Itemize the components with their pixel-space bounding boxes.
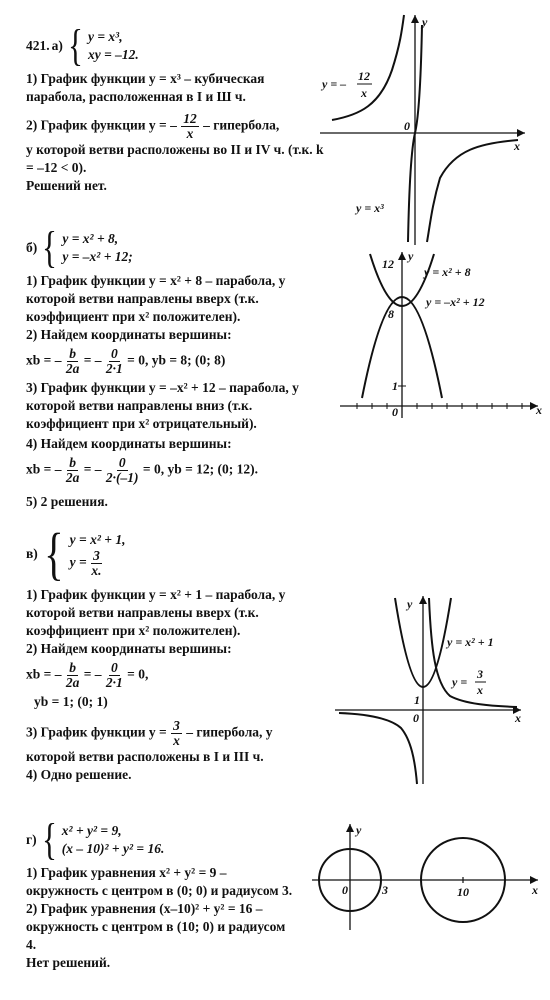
step-v3-cont: которой ветви расположены в I и III ч. — [26, 749, 264, 764]
step-g2: 2) График уравнения (x–10)² + y² = 16 – окружность с центром в (10; 0) и радиусом 4. — [26, 901, 286, 952]
system-v — [26, 521, 326, 586]
hyperbola-den: x — [477, 683, 483, 697]
fraction: $\frac{b}{2a}$ — [65, 455, 80, 485]
step-a3: Решений нет. — [26, 178, 107, 193]
eq-v2: y = $\frac{3}{x.}$ — [69, 547, 102, 578]
fraction: $\frac{12}{x}$ — [183, 111, 197, 141]
eq-g2: (x – 10)² + y² = 16. — [61, 841, 165, 856]
x-axis-label: x — [515, 711, 521, 725]
part-v — [26, 521, 326, 784]
problem-number: 421. — [26, 38, 50, 53]
step-b4: 4) Найдем координаты вершины: — [26, 436, 232, 451]
fraction: $\frac{0}{2\cdot 1}$ — [105, 660, 123, 690]
y-arrow-icon — [419, 596, 427, 604]
step-b1: 1) График функции y = x² + 8 – парабола, у которой ветви направлены вверх (т.к. коэффициент при x² положителен). — [26, 273, 286, 324]
hyperbola-label: y = – — [322, 77, 347, 91]
x-axis-label: x — [536, 403, 542, 417]
hyperbola-num: 12 — [358, 69, 370, 83]
tick-10-label: 10 — [457, 885, 469, 899]
step-g1: 1) График уравнения x² + y² = 9 – окружность с центром в (0; 0) и радиусом 3. — [26, 865, 293, 898]
brace-icon: { — [42, 223, 58, 272]
fraction: $\frac{3}{x}$ — [173, 718, 180, 748]
y-axis-label: y — [422, 15, 428, 29]
parabola-label: y = x² + 1 — [447, 635, 494, 649]
vertex-b2: xb = – $\frac{b}{2a}$ = – $\frac{0}{2\cdot(-1)}$ = 0, yb = 12; (0; 12). — [26, 455, 259, 485]
brace-icon: { — [68, 21, 83, 70]
y-arrow-icon — [398, 252, 406, 260]
step-b3: 3) График функции y = –x² + 12 – парабола, у которой ветви направлены вниз (т.к. коэффициент при x² отрицательный). — [26, 380, 299, 431]
hyperbola-branch-iv — [427, 140, 518, 242]
step-b2: 2) Найдем координаты вершины: — [26, 327, 232, 342]
y-axis-label: y — [408, 249, 414, 263]
eq-a2: xy = –12. — [88, 47, 139, 62]
part-g — [26, 815, 296, 972]
step-b5: 5) 2 решения. — [26, 494, 108, 509]
fraction: $\frac{b}{2a}$ — [65, 660, 80, 690]
graph-parabolas — [340, 246, 545, 421]
step-v3: 3) График функции y = $\frac{3}{x}$ – гипербола, у — [26, 718, 273, 748]
tick-1-label: 1 — [414, 693, 420, 707]
fraction: $\frac{3}{x.}$ — [91, 547, 102, 578]
origin-label: 0 — [404, 119, 410, 133]
system-g — [26, 815, 296, 864]
tick-8: 8 — [388, 307, 394, 321]
y-axis-label: y — [356, 823, 362, 837]
y-arrow-icon — [346, 824, 354, 832]
origin-label: 0 — [413, 711, 419, 725]
tick-1-label: 1 — [392, 379, 398, 393]
tick-12: 12 — [382, 257, 394, 271]
hyperbola-branch-i — [429, 598, 517, 707]
step-v4: 4) Одно решение. — [26, 767, 132, 782]
hyperbola-den: x — [361, 86, 367, 100]
part-g-label: г) — [26, 832, 37, 847]
hyperbola-branch-ii — [332, 15, 404, 120]
parabola-up-label: y = x² + 8 — [424, 265, 471, 279]
step-a2-cont: у которой ветви расположены во II и IV ч. (т.к. k = –12 < 0). — [26, 142, 324, 175]
part-b-label: б) — [26, 240, 38, 255]
parabola-down-label: y = –x² + 12 — [426, 295, 485, 309]
step-a1: 1) График функции y = x³ – кубическая парабола, расположенная в I и Ш ч. — [26, 71, 265, 104]
graph-circles — [312, 822, 542, 932]
hyperbola-num: 3 — [477, 667, 483, 681]
part-a-label: а) — [51, 38, 63, 53]
part-a — [26, 21, 326, 195]
vertex-v: xb = – $\frac{b}{2a}$ = – $\frac{0}{2\cdot 1}$ = 0, — [26, 660, 149, 690]
hyperbola-label: y = — [452, 675, 468, 689]
x-arrow-icon — [517, 129, 525, 137]
step-a2: 2) График функции y = – $\frac{12}{x}$ – гипербола, — [26, 111, 280, 141]
brace-icon: { — [41, 815, 57, 864]
tick-3-label: 3 — [382, 883, 388, 897]
y-arrow-icon — [411, 15, 419, 23]
fraction: $\frac{0}{2\cdot 1}$ — [105, 346, 123, 376]
x-axis-label: x — [514, 139, 520, 153]
hyperbola-branch-iii — [339, 713, 417, 784]
cubic-label: y = x³ — [356, 201, 384, 215]
origin-label: 0 — [392, 405, 398, 419]
brace-icon: { — [43, 521, 64, 586]
vertex-v-y: yb = 1; (0; 1) — [34, 694, 108, 709]
fraction: $\frac{b}{2a}$ — [65, 346, 80, 376]
fraction: $\frac{0}{2\cdot(-1)}$ — [105, 455, 139, 485]
eq-b2: y = –x² + 12; — [62, 249, 133, 264]
eq-b1: y = x² + 8, — [62, 231, 119, 246]
vertex-b1: xb = – $\frac{b}{2a}$ = – $\frac{0}{2\cdot 1}$ = 0, yb = 8; (0; 8) — [26, 346, 226, 376]
y-axis-label: y — [407, 597, 413, 611]
system-a — [26, 21, 326, 70]
eq-g1: x² + y² = 9, — [61, 823, 122, 838]
system-b — [26, 223, 326, 272]
eq-a1: y = x³, — [88, 29, 123, 44]
graph-cubic-hyperbola — [320, 10, 530, 250]
part-v-label: в) — [26, 546, 38, 561]
origin-label: 0 — [342, 883, 348, 897]
x-axis-label: x — [532, 883, 538, 897]
eq-v1: y = x² + 1, — [69, 531, 126, 547]
part-b — [26, 223, 326, 511]
graph-parabola-hyperbola — [335, 588, 530, 788]
step-g3: Нет решений. — [26, 955, 111, 970]
step-v2: 2) Найдем координаты вершины: — [26, 641, 232, 656]
step-v1: 1) График функции y = x² + 1 – парабола, у которой ветви направлены вверх (т.к. коэффициент при x² положителен). — [26, 587, 286, 638]
